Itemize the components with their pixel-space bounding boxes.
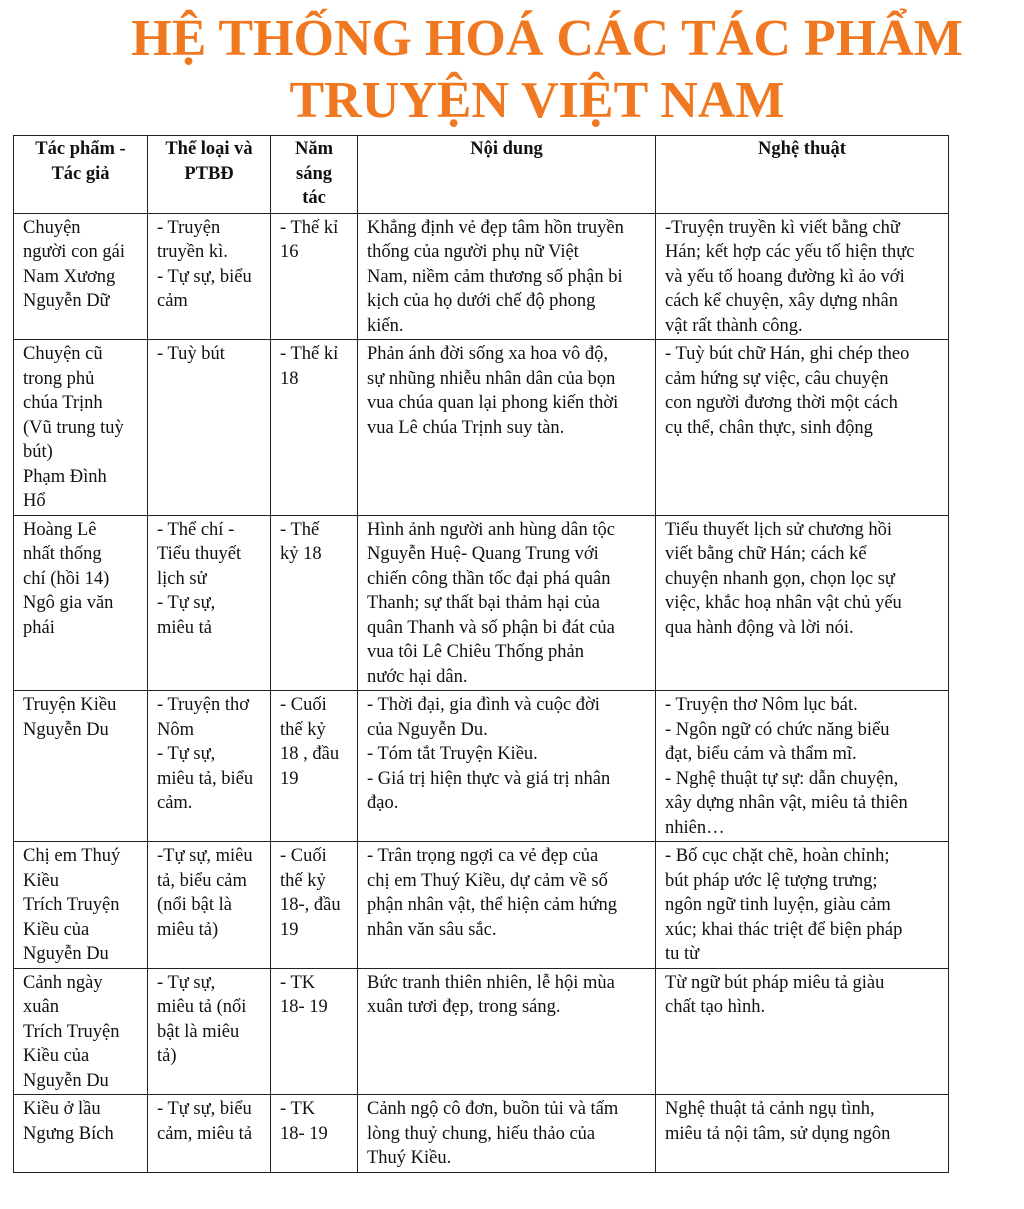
- table-row: [14, 691, 949, 842]
- cell-work-author: Truyện Kiều Nguyễn Du: [14, 691, 148, 842]
- cell-genre-mode: - Truyện thơ Nôm - Tự sự, miêu tả, biểu cảm.: [148, 691, 271, 842]
- cell-work-author: Cảnh ngày xuân Trích Truyện Kiều của Nguyễn Du: [14, 968, 148, 1095]
- header-work-author: Tác phẩm - Tác giả: [14, 136, 148, 214]
- cell-content: Hình ảnh người anh hùng dân tộc Nguyễn Huệ- Quang Trung với chiến công thần tốc đại phá quân Thanh; sự thất bại thảm hại của quân Thanh và số phận bi đát của vua tôi Lê Chiêu Thống phản nước hại dân.: [358, 515, 656, 691]
- works-table: [13, 135, 949, 1173]
- cell-year: - Cuối thế kỷ 18-, đầu 19: [271, 842, 358, 969]
- header-year: Năm sáng tác: [271, 136, 358, 214]
- cell-art: Tiểu thuyết lịch sử chương hồi viết bằng chữ Hán; cách kể chuyện nhanh gọn, chọn lọc sự việc, khắc hoạ nhân vật chủ yếu qua hành động và lời nói.: [656, 515, 949, 691]
- page-title-line-1: HỆ THỐNG HOÁ CÁC TÁC PHẨM: [131, 10, 963, 67]
- cell-genre-mode: - Thể chí - Tiểu thuyết lịch sử - Tự sự, miêu tả: [148, 515, 271, 691]
- cell-art: - Bố cục chặt chẽ, hoàn chỉnh; bút pháp ước lệ tượng trưng; ngôn ngữ tinh luyện, giàu cảm xúc; khai thác triệt để biện pháp tu từ: [656, 842, 949, 969]
- cell-year: - Thế kỷ 18: [271, 515, 358, 691]
- cell-work-author: Kiều ở lầu Ngưng Bích: [14, 1095, 148, 1173]
- header-art: Nghệ thuật: [656, 136, 949, 214]
- cell-genre-mode: - Truyện truyền kì. - Tự sự, biểu cảm: [148, 213, 271, 340]
- table-row: [14, 968, 949, 1095]
- cell-work-author: Chuyện cũ trong phủ chúa Trịnh (Vũ trung tuỳ bút) Phạm Đình Hổ: [14, 340, 148, 516]
- table-row: [14, 515, 949, 691]
- table-row: [14, 1095, 949, 1173]
- page-title: [0, 8, 1024, 132]
- page-title-line-2: TRUYỆN VIỆT NAM: [289, 72, 785, 129]
- cell-content: - Trân trọng ngợi ca vẻ đẹp của chị em Thuý Kiều, dự cảm về số phận nhân vật, thể hiện cảm hứng nhân văn sâu sắc.: [358, 842, 656, 969]
- cell-work-author: Chị em Thuý Kiều Trích Truyện Kiều của Nguyễn Du: [14, 842, 148, 969]
- cell-content: Cảnh ngộ cô đơn, buồn tủi và tấm lòng thuỷ chung, hiếu thảo của Thuý Kiều.: [358, 1095, 656, 1173]
- cell-year: - TK 18- 19: [271, 968, 358, 1095]
- cell-year: - TK 18- 19: [271, 1095, 358, 1173]
- cell-year: - Thế kỉ 16: [271, 213, 358, 340]
- header-genre-mode: Thể loại và PTBĐ: [148, 136, 271, 214]
- table-row: [14, 842, 949, 969]
- cell-genre-mode: - Tự sự, miêu tả (nổi bật là miêu tả): [148, 968, 271, 1095]
- cell-work-author: Hoàng Lê nhất thống chí (hồi 14) Ngô gia văn phái: [14, 515, 148, 691]
- table-row: [14, 213, 949, 340]
- header-content: Nội dung: [358, 136, 656, 214]
- cell-art: - Truyện thơ Nôm lục bát. - Ngôn ngữ có chức năng biểu đạt, biểu cảm và thẩm mĩ. - Nghệ thuật tự sự: dẫn chuyện, xây dựng nhân vật, miêu tả thiên nhiên…: [656, 691, 949, 842]
- cell-genre-mode: - Tự sự, biểu cảm, miêu tả: [148, 1095, 271, 1173]
- cell-work-author: Chuyện người con gái Nam Xương Nguyễn Dữ: [14, 213, 148, 340]
- cell-genre-mode: - Tuỳ bút: [148, 340, 271, 516]
- cell-content: - Thời đại, gia đình và cuộc đời của Nguyễn Du. - Tóm tắt Truyện Kiều. - Giá trị hiện thực và giá trị nhân đạo.: [358, 691, 656, 842]
- cell-art: Nghệ thuật tả cảnh ngụ tình, miêu tả nội tâm, sử dụng ngôn: [656, 1095, 949, 1173]
- cell-genre-mode: -Tự sự, miêu tả, biểu cảm (nổi bật là miêu tả): [148, 842, 271, 969]
- table-row: [14, 340, 949, 516]
- cell-year: - Thế kỉ 18: [271, 340, 358, 516]
- cell-art: Từ ngữ bút pháp miêu tả giàu chất tạo hình.: [656, 968, 949, 1095]
- cell-year: - Cuối thế kỷ 18 , đầu 19: [271, 691, 358, 842]
- cell-art: - Tuỳ bút chữ Hán, ghi chép theo cảm hứng sự việc, câu chuyện con người đương thời một cách cụ thể, chân thực, sinh động: [656, 340, 949, 516]
- cell-art: -Truyện truyền kì viết bằng chữ Hán; kết hợp các yếu tố hiện thực và yếu tố hoang đường kì ảo với cách kể chuyện, xây dựng nhân vật rất thành công.: [656, 213, 949, 340]
- table-header-row: [14, 136, 949, 214]
- cell-content: Khẳng định vẻ đẹp tâm hồn truyền thống của người phụ nữ Việt Nam, niềm cảm thương số phận bi kịch của họ dưới chế độ phong kiến.: [358, 213, 656, 340]
- cell-content: Phản ánh đời sống xa hoa vô độ, sự nhũng nhiễu nhân dân của bọn vua chúa quan lại phong kiến thời vua Lê chúa Trịnh suy tàn.: [358, 340, 656, 516]
- cell-content: Bức tranh thiên nhiên, lễ hội mùa xuân tươi đẹp, trong sáng.: [358, 968, 656, 1095]
